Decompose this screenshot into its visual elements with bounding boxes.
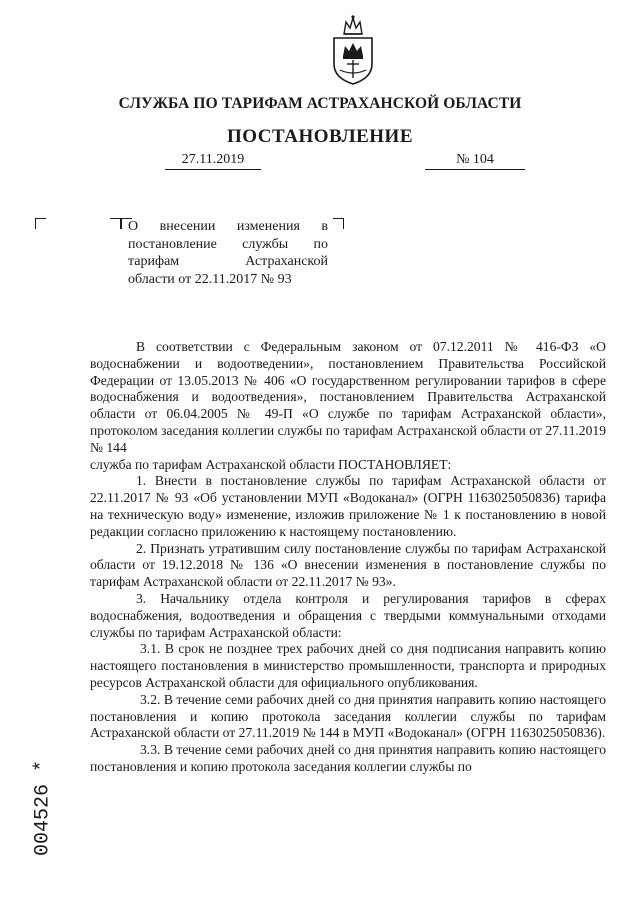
subject-line: постановление службы по	[128, 236, 328, 252]
item-paragraph: 3. Начальнику отдела контроля и регулирования тарифов в сферах водоснабжения, водоотведения и обращения с твердыми коммунальными отходами службы по тарифам Астраханской области:	[90, 590, 606, 640]
document-body	[90, 339, 606, 776]
serial-stamp	[30, 755, 56, 860]
coat-of-arms-icon	[330, 14, 376, 86]
item-paragraph: 3.3. В течение семи рабочих дней со дня принятия направить копию настоящего постановления и копию протокола заседания коллегии службы по	[90, 742, 606, 774]
corner-mark	[110, 218, 121, 229]
subject-line: тарифам Астраханской	[128, 254, 328, 269]
item-paragraph: 1. Внести в постановление службы по тарифам Астраханской области от 22.11.2017 № 93 «Об установлении МУП «Водоканал» (ОГРН 1163025050836) тарифа на техническую воду» изменение, изложив приложение № 1 к постановлению в новой редакции согласно приложению к настоящему постановлению.	[90, 473, 606, 539]
subject-line: О внесении изменения в	[128, 219, 328, 234]
document-number: № 104	[425, 152, 525, 170]
item-paragraph: 3.1. В срок не позднее трех рабочих дней со дня подписания направить копию настоящего постановления в министерство промышленности, транспорта и природных ресурсов Астраханской области для официального опубликования.	[90, 641, 606, 690]
preamble-paragraph: В соответствии с Федеральным законом от 07.12.2011 № 416-ФЗ «О водоснабжении и водоотведении», постановлением Правительства Российской Федерации от 13.05.2013 № 406 «О государственном регулировании тарифов в сфере водоснабжения и водоотведения», постановлением Правительства Астраханской области от 06.04.2005 № 49-П «О службе по тарифам Астраханской области», протоколом заседания коллегии службы по тарифам Астраханской области от 27.11.2019 № 144	[90, 339, 606, 455]
serial-number: 004526 *	[31, 759, 55, 856]
organization-name: СЛУЖБА ПО ТАРИФАМ АСТРАХАНСКОЙ ОБЛАСТИ	[118, 95, 522, 112]
document-date: 27.11.2019	[165, 152, 261, 170]
document-type-title: ПОСТАНОВЛЕНИЕ	[226, 126, 414, 147]
item-paragraph: 3.2. В течение семи рабочих дней со дня принятия направить копию настоящего постановления и копию протокола заседания коллегии службы по тарифам Астраханской области от 27.11.2019 № 144 в МУП «Водоканал» (ОГРН 1163025050836).	[90, 691, 606, 741]
resolution-line: служба по тарифам Астраханской области ПОСТАНОВЛЯЕТ:	[90, 456, 452, 472]
corner-mark	[333, 218, 344, 229]
corner-mark	[35, 218, 46, 229]
subject-line: области от 22.11.2017 № 93	[128, 271, 292, 287]
document-subject	[128, 218, 328, 288]
item-paragraph: 2. Признать утратившим силу постановление службы по тарифам Астраханской области от 19.12.2018 № 136 «О внесении изменения в постановление службы по тарифам Астраханской области от 22.11.2017 № 93».	[90, 540, 606, 590]
